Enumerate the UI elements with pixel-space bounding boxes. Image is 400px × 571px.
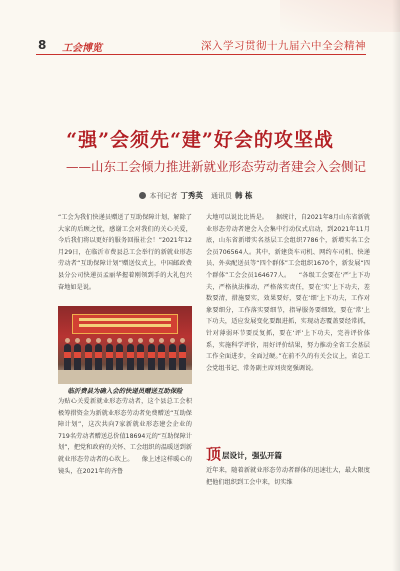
photo-people [62, 340, 188, 370]
header-rule [36, 54, 366, 55]
body-text-left-bottom [58, 396, 192, 477]
paragraph: 为贴心关爱新就业形态劳动者，这个县总工会积极筹措资金为新就业形态劳动者免费赠送“互助保障计划”，这次共向7家新就业形态建会企业的719名劳动者赠送总价值18694元的“互助保障计划”，把党和政府的关怀、工会组织的温暖送到新就业形态劳动者的心坎上。 像上述这样暖心的镜头，在2021年的齐鲁 [58, 398, 192, 475]
paragraph: 近年来，随着新就业形态劳动者群体的迅速壮大，最大限度把他们组织到工会中来，切实维 [206, 467, 370, 486]
body-text-right-section [206, 465, 370, 488]
article-title: “强”会须先“建”好会的攻坚战 [66, 129, 334, 151]
column-title: 深入学习贯彻十九届六中全会精神 [201, 40, 366, 52]
section-initial: 顶 [206, 445, 222, 463]
correspondent-name: 韩 栋 [234, 191, 253, 200]
photo-caption: 临沂费县为确入会的快递员赠送互助保险 [67, 387, 183, 395]
section-heading-text: 层设计，强弘开篇 [222, 451, 282, 460]
page-number: 8 [38, 38, 47, 52]
reporter-label: 本刊记者 [149, 192, 178, 200]
paragraph: 大地可以说比比皆是。 据统计，自2021年8月山东省新就业形态劳动者建会入会集中行动仪式启动，到2021年11月底，山东省新增实名基层工会组织7786个，新增实名工会会员706564人。其中，新建货车司机、网约车司机、快递员、外卖配送员等“四个群体”工会组织1670个，新发展“四个群体”工会会员164677人。 “各级工会要在‘严’上下功夫，严格执法推动，严格落实责任，要在‘实’上下功夫，差数要清，措施要实，效果要好，要在‘细’上下功夫，工作对象要细分，工作落实要细节，指导服务要细致，要在‘常’上下功夫，适应发展变化要跟进抓，实现动态覆盖要经常抓，针对薄弱环节要反复抓，要在‘评’上下功夫，完善评价体系，实施科学评价，用好评价结果，努力推动全省工会基层工作全面进步，全面过硬。”在前不久的有关会议上，省总工会党组书记、常务副主席刘贵宽强调说。 [206, 214, 370, 372]
byline [0, 190, 400, 201]
page-fold-shadow [392, 0, 400, 571]
article-photo [58, 306, 192, 384]
body-text-right [206, 212, 370, 374]
reporter-name: 丁秀英 [180, 191, 203, 200]
article-subtitle: ——山东工会倾力推进新就业形态劳动者建会入会侧记 [65, 159, 366, 174]
header-decoration [280, 0, 400, 32]
bullet-icon [139, 192, 146, 199]
paragraph: “工会为我们快递员赠送了互助保障计划，解除了大家的后顾之忧，感谢工会对我们的关心关爱，今后我们将以更好的服务回报社会！”2021年12月29日，在临沂市费县总工会举行的新就业形态劳动者“互助保障计划”赠送仪式上，中国邮政费县分公司快递员孟丽华握着刚领到手的大礼包兴奋地如是说。 [58, 214, 192, 291]
body-text-left-top [58, 212, 192, 293]
correspondent-label: 通讯员 [210, 192, 232, 200]
magazine-brand: 工会博览 [62, 43, 102, 54]
photo-banner [72, 314, 178, 334]
page-header [0, 0, 400, 56]
section-heading [206, 446, 370, 462]
